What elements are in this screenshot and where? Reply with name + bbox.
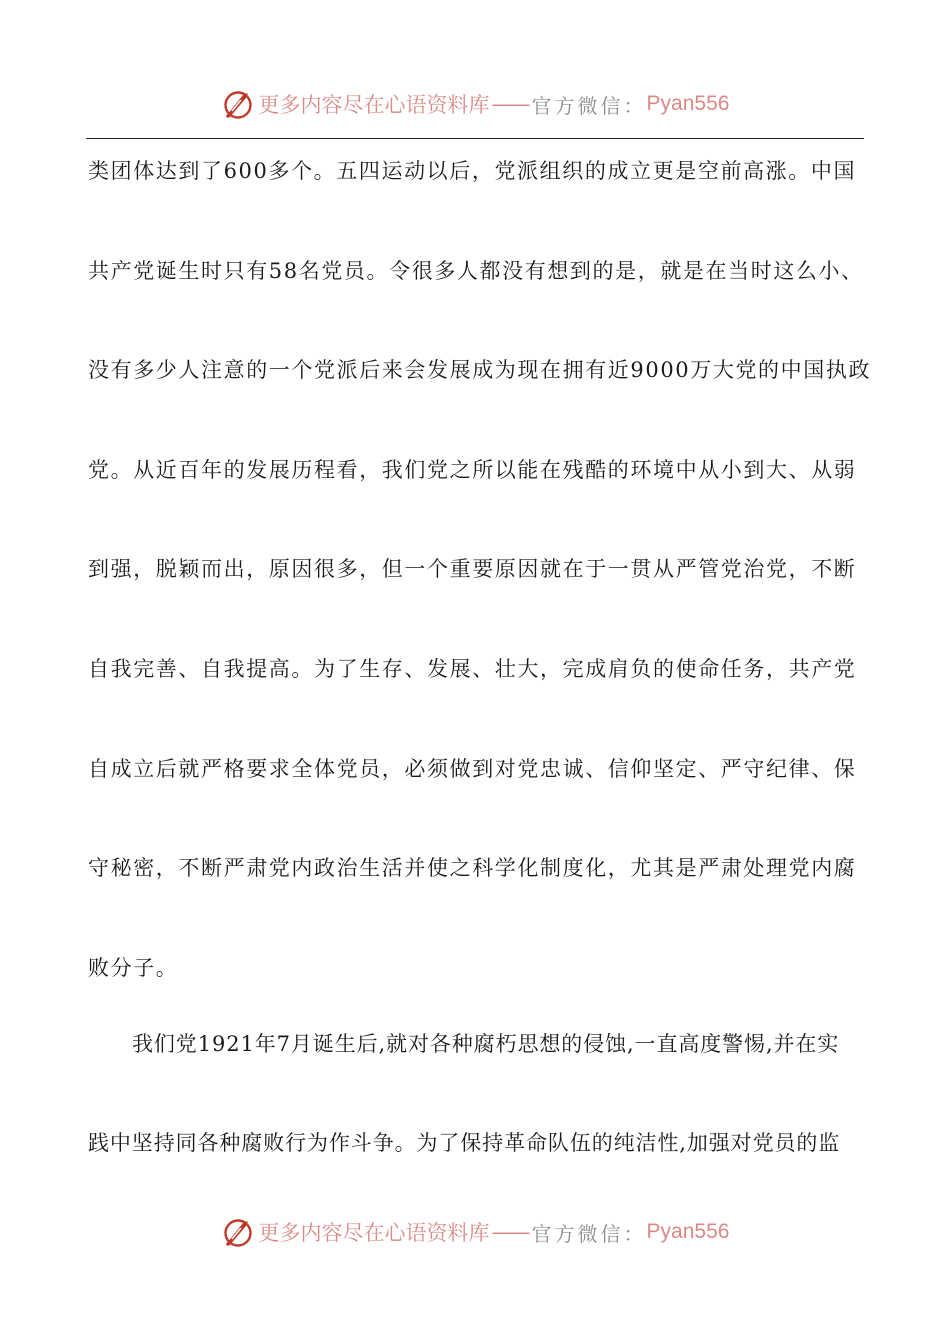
footer-wechat-label: 官方微信： xyxy=(531,1221,647,1246)
text-line-11: 践中坚持同各种腐败行为作斗争。为了保持革命队伍的纯洁性,加强对党员的监 xyxy=(88,1131,841,1155)
text-line-2: 共产党诞生时只有58名党员。令很多人都没有想到的是，就是在当时这么小、 xyxy=(88,259,864,283)
text-line-6: 自我完善、自我提高。为了生存、发展、壮大，完成肩负的使命任务，共产党 xyxy=(88,657,857,681)
header-rule xyxy=(86,138,864,139)
footer-banner xyxy=(0,1212,950,1252)
header-wechat-label: 官方微信： xyxy=(531,93,647,118)
footer-brand-text: 更多内容尽在心语资料库 xyxy=(258,1221,490,1245)
text-line-8: 守秘密，不断严肃党内政治生活并使之科学化制度化，尤其是严肃处理党内腐 xyxy=(88,856,857,880)
footer-separator: —— xyxy=(491,1220,528,1244)
text-line-10: 我们党1921年7月诞生后,就对各种腐朽思想的侵蚀,一直高度警惕,并在实 xyxy=(132,1032,840,1056)
header-banner xyxy=(0,84,950,124)
pen-nib-logo-icon xyxy=(221,87,255,121)
text-line-9: 败分子。 xyxy=(88,956,179,980)
pen-nib-logo-icon xyxy=(221,1215,255,1249)
text-line-7: 自成立后就严格要求全体党员，必须做到对党忠诚、信仰坚定、严守纪律、保 xyxy=(88,757,857,781)
text-line-3: 没有多少人注意的一个党派后来会发展成为现在拥有近9000万大党的中国执政 xyxy=(88,358,872,382)
header-wechat-id: Pyan556 xyxy=(646,92,730,115)
header-separator: —— xyxy=(491,92,528,116)
text-line-5: 到强，脱颖而出，原因很多，但一个重要原因就在于一贯从严管党治党，不断 xyxy=(88,557,857,581)
header-brand-text: 更多内容尽在心语资料库 xyxy=(258,93,490,117)
footer-wechat-id: Pyan556 xyxy=(646,1220,730,1243)
text-line-4: 党。从近百年的发展历程看，我们党之所以能在残酷的环境中从小到大、从弱 xyxy=(88,458,857,482)
text-line-1: 类团体达到了600多个。五四运动以后，党派组织的成立更是空前高涨。中国 xyxy=(88,159,857,183)
